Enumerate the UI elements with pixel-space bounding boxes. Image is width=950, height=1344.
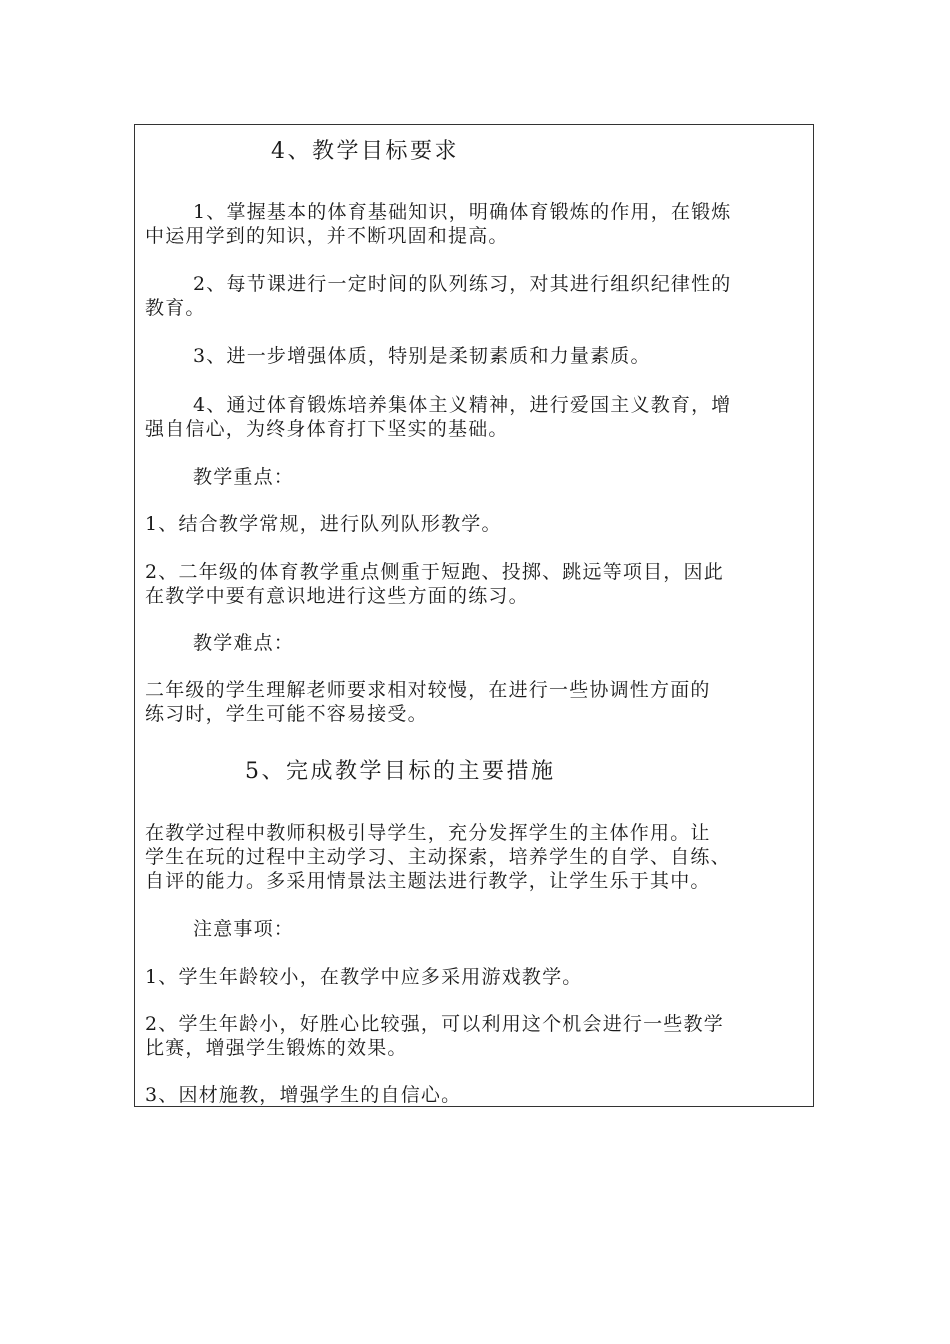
key-point-1: 1、结合教学常规，进行队列队形教学。 <box>145 513 502 535</box>
objective-2-line-1: 2、每节课进行一定时间的队列练习，对其进行组织纪律性的 <box>193 273 732 295</box>
note-1: 1、学生年龄较小，在教学中应多采用游戏教学。 <box>145 966 583 988</box>
objective-4-line-2: 强自信心，为终身体育打下坚实的基础。 <box>145 418 509 440</box>
key-point-2-line-2: 在教学中要有意识地进行这些方面的练习。 <box>145 585 529 607</box>
notes-label: 注意事项： <box>193 918 295 940</box>
difficulty-line-1: 二年级的学生理解老师要求相对较慢，在进行一些协调性方面的 <box>145 679 711 701</box>
document-frame <box>134 124 814 1107</box>
note-2-line-1: 2、学生年龄小，好胜心比较强，可以利用这个机会进行一些教学 <box>145 1013 724 1035</box>
objective-3-line-1: 3、进一步增强体质，特别是柔韧素质和力量素质。 <box>193 345 651 367</box>
objective-2-line-2: 教育。 <box>145 297 206 319</box>
measures-line-2: 学生在玩的过程中主动学习、主动探索，培养学生的自学、自练、 <box>145 846 731 868</box>
objective-4-line-1: 4、通过体育锻炼培养集体主义精神，进行爱国主义教育，增 <box>193 394 732 416</box>
measures-line-1: 在教学过程中教师积极引导学生，充分发挥学生的主体作用。让 <box>145 822 711 844</box>
difficulty-label: 教学难点： <box>193 632 295 654</box>
key-point-2-line-1: 2、二年级的体育教学重点侧重于短跑、投掷、跳远等项目，因此 <box>145 561 724 583</box>
measures-line-3: 自评的能力。多采用情景法主题法进行教学，让学生乐于其中。 <box>145 870 711 892</box>
note-2-line-2: 比赛，增强学生锻炼的效果。 <box>145 1037 408 1059</box>
section-5-heading: 5、完成教学目标的主要措施 <box>245 759 556 784</box>
objective-1-line-1: 1、掌握基本的体育基础知识，明确体育锻炼的作用，在锻炼 <box>193 201 732 223</box>
section-4-heading: 4、教学目标要求 <box>271 139 459 164</box>
key-points-label: 教学重点： <box>193 466 295 488</box>
difficulty-line-2: 练习时，学生可能不容易接受。 <box>145 703 428 725</box>
note-3: 3、因材施教，增强学生的自信心。 <box>145 1084 462 1106</box>
objective-1-line-2: 中运用学到的知识，并不断巩固和提高。 <box>145 225 509 247</box>
